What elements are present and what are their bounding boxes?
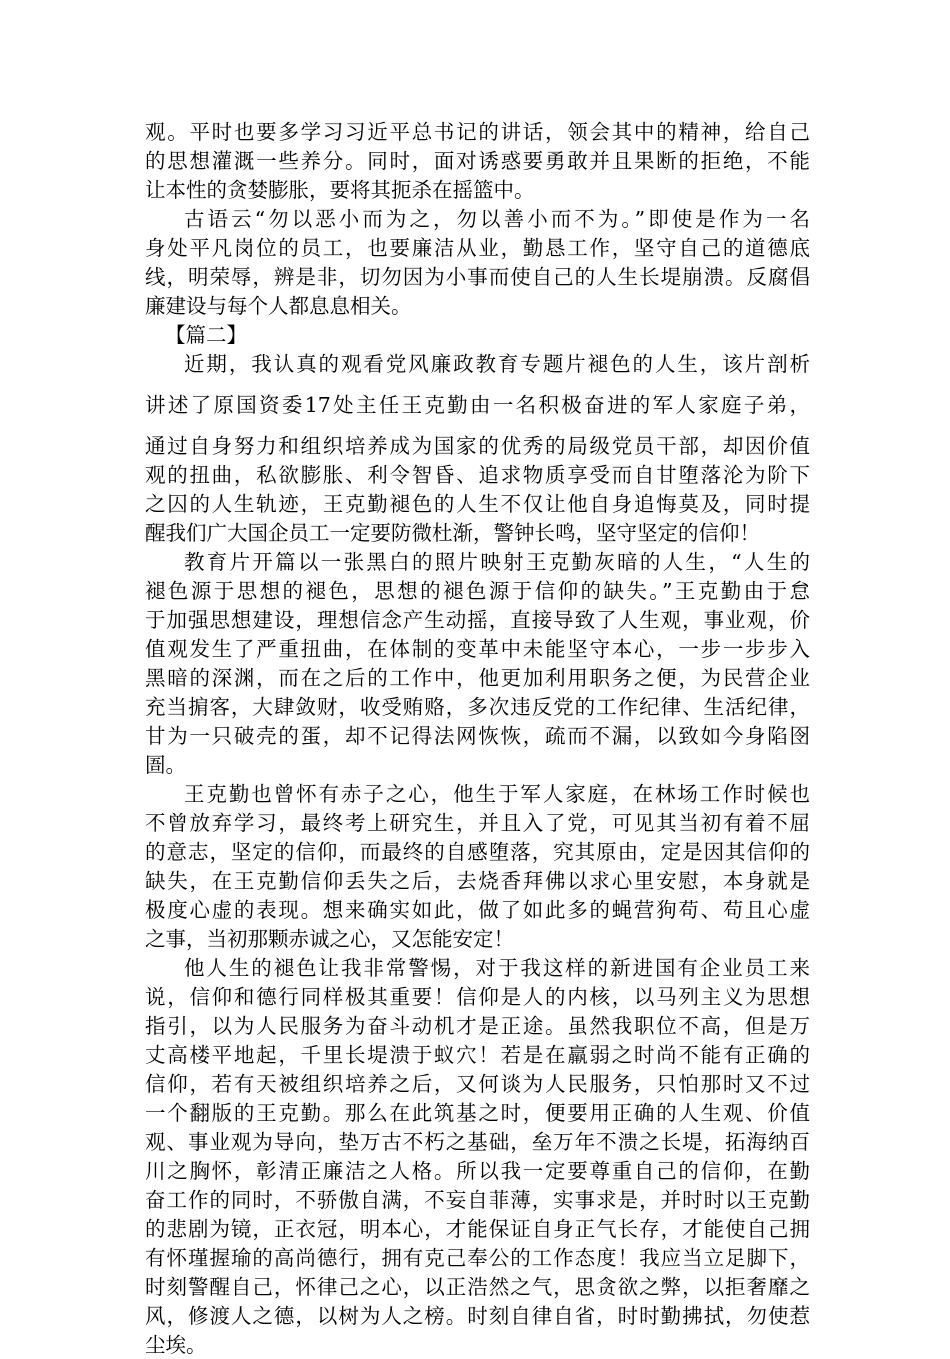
text-line: 不曾放弃学习，最终考上研究生，并且入了党，可见其当初有着不屈	[145, 811, 810, 835]
paragraph-start-line: 教育片开篇以一张黑白的照片映射王克勤灰暗的人生，“人生的	[184, 550, 810, 574]
text-line: 奋工作的同时，不骄傲自满，不妄自菲薄，实事求是，并时时以王克勤	[145, 1188, 810, 1212]
text-line: 值观发生了严重扭曲，在体制的变革中未能坚守本心，一步一步步入	[145, 637, 810, 661]
text-line: 于加强思想建设，理想信念产生动摇，直接导致了人生观，事业观，价	[145, 608, 810, 632]
text-line: 时刻警醒自己，怀律己之心，以正浩然之气，思贪欲之弊，以拒奢靡之	[145, 1275, 810, 1299]
text-line: 信仰，若有天被组织培养之后，又何谈为人民服务，只怕那时又不过	[145, 1072, 810, 1096]
paragraph-start-line: 他人生的褪色让我非常警惕，对于我这样的新进国有企业员工来	[184, 956, 810, 980]
text-line: 丈高楼平地起，千里长堤溃于蚁穴！若是在羸弱之时尚不能有正确的	[145, 1043, 810, 1067]
text-line: 一个翻版的王克勤。那么在此筑基之时，便要用正确的人生观、价值	[145, 1101, 810, 1125]
text-line: 观的扭曲，私欲膨胀、利令智昏、追求物质享受而自甘堕落沦为阶下	[145, 463, 810, 487]
text-line: 的悲剧为镜，正衣冠，明本心，才能保证自身正气长存，才能使自己拥	[145, 1217, 810, 1241]
paragraph-start-line: 近期，我认真的观看党风廉政教育专题片褪色的人生，该片剖析	[184, 352, 810, 376]
text-line: 甘为一只破壳的蛋，却不记得法网恢恢，疏而不漏，以致如今身陷囹	[145, 724, 810, 748]
text-line: 让本性的贪婪膨胀，要将其扼杀在摇篮中。	[145, 178, 535, 202]
text-line: 观、事业观为导向，垫万古不朽之基础，垒万年不溃之长堤，拓海纳百	[145, 1130, 810, 1154]
text-line: 廉建设与每个人都息息相关。	[145, 294, 412, 318]
text-line: 指引，以为人民服务为奋斗动机才是正途。虽然我职位不高，但是万	[145, 1014, 810, 1038]
text-line: 观。平时也要多学习习近平总书记的讲话，领会其中的精神，给自己	[145, 120, 810, 144]
section-heading: 【篇二】	[165, 323, 247, 347]
text-line: 之事，当初那颗赤诚之心，又怎能安定！	[145, 927, 514, 951]
text-line: 缺失，在王克勤信仰丢失之后，去烧香拜佛以求心里安慰，本身就是	[145, 869, 810, 893]
text-line: 的思想灌溉一些养分。同时，面对诱惑要勇敢并且果断的拒绝，不能	[145, 149, 810, 173]
text-line: 之囚的人生轨迹，王克勤褪色的人生不仅让他自身追悔莫及，同时提	[145, 492, 810, 516]
text-line: 充当掮客，大肆敛财，收受贿赂，多次违反党的工作纪律、生活纪律，	[145, 695, 810, 719]
text-line: 风，修渡人之德，以树为人之榜。时刻自律自省，时时勤拂拭，勿使惹	[145, 1304, 810, 1328]
text-line: 尘埃。	[145, 1333, 207, 1357]
text-line: 身处平凡岗位的员工，也要廉洁从业，勤恳工作，坚守自己的道德底	[145, 236, 810, 260]
paragraph-start-line: 王克勤也曾怀有赤子之心，他生于军人家庭，在林场工作时候也	[184, 782, 810, 806]
text-line: 褪色源于思想的褪色，思想的褪色源于信仰的缺失。”王克勤由于怠	[145, 579, 810, 603]
text-line: 川之胸怀，彰清正廉洁之人格。所以我一定要尊重自己的信仰，在勤	[145, 1159, 810, 1183]
text-line: 的意志，坚定的信仰，而最终的自感堕落，究其原由，定是因其信仰的	[145, 840, 810, 864]
text-line: 线，明荣辱，辨是非，切勿因为小事而使自己的人生长堤崩溃。反腐倡	[145, 265, 810, 289]
text-line: 说，信仰和德行同样极其重要！信仰是人的内核，以马列主义为思想	[145, 985, 810, 1009]
paragraph-start-line: 古语云“勿以恶小而为之，勿以善小而不为。”即使是作为一名	[184, 207, 810, 231]
text-line: 圄。	[145, 753, 186, 777]
text-line: 极度心虚的表现。想来确实如此，做了如此多的蝇营狗苟、苟且心虚	[145, 898, 810, 922]
text-line: 讲述了原国资委17处主任王克勤由一名积极奋进的军人家庭子弟，	[145, 393, 810, 417]
text-line: 醒我们广大国企员工一定要防微杜渐，警钟长鸣，坚守坚定的信仰！	[145, 521, 760, 545]
text-line: 通过自身努力和组织培养成为国家的优秀的局级党员干部，却因价值	[145, 434, 810, 458]
text-line: 有怀瑾握瑜的高尚德行，拥有克己奉公的工作态度！我应当立足脚下，	[145, 1246, 810, 1270]
text-line: 黑暗的深渊，而在之后的工作中，他更加利用职务之便，为民营企业	[145, 666, 810, 690]
